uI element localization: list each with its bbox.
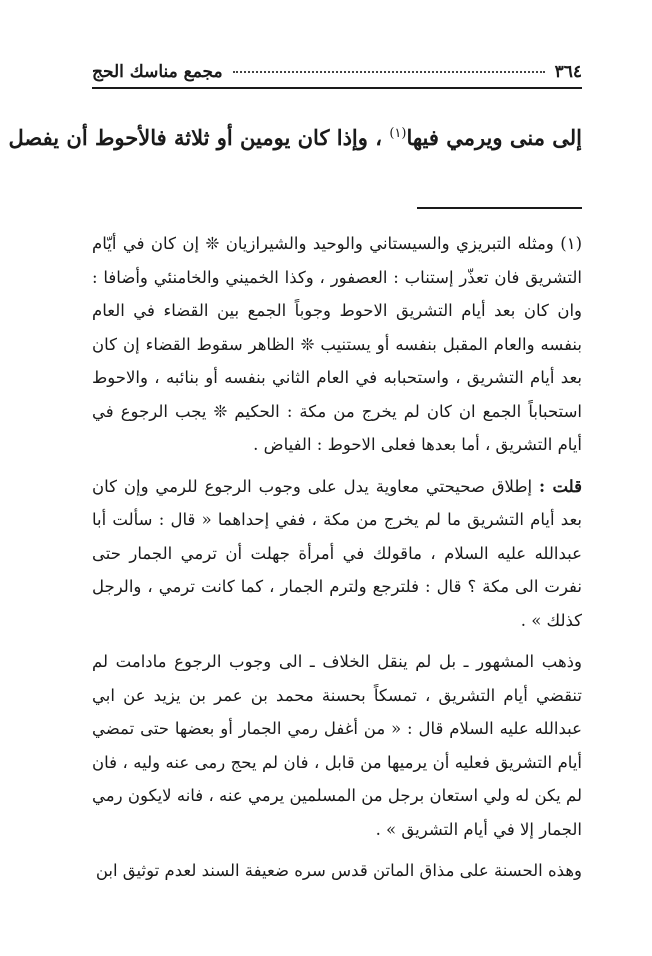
footnote-paragraph-2-text: إطلاق صحيحتي معاوية يدل على وجوب الرجوع للرمي وإن كان بعد أيام التشريق ما لم يخرج من مكة ، ففي إحداهما « قال : سألت أبا عبدالله عليه السلام ، ماقولك في أمرأة جهلت أن ترمي الجمار حتى نفرت الى مكة ؟ قال : فلترجع ولترم الجمار ، كما كانت ترمي ، والرجل كذلك » . [92, 476, 582, 630]
main-text-line [8, 112, 582, 160]
main-text-after: ، وإذا كان يومين أو ثلاثة فالأحوط أن يفصل [8, 125, 382, 150]
footnote-separator [417, 207, 582, 209]
header-dotted-leader [233, 71, 545, 73]
main-text-before: إلى منى ويرمي فيها [406, 125, 582, 150]
running-header [92, 57, 582, 89]
qultu-label: قلت : [538, 476, 582, 496]
footnote-paragraph-2 [92, 470, 582, 638]
footnote-paragraph-3: وذهب المشهور ـ بل لم ينقل الخلاف ـ الى وجوب الرجوع مادامت لم تنقضي أيام التشريق ، تمسكاً بحسنة محمد بن عمر بن يزيد عن ابي عبدالله عليه السلام قال : « من أغفل رمي الجمار أو بعضها حتى تمضي أيام التشريق فعليه أن يرميها من قابل ، فان لم يحج رمى عنه وليه ، فان لم يكن له ولي استعان برجل من المسلمين يرمي عنه ، فانه لايكون رمي الجمار إلا في أيام التشريق » . [92, 652, 582, 839]
page-number: ٣٦٤ [554, 62, 582, 82]
book-title: مجمع مناسك الحج [92, 62, 223, 82]
footnotes-section [92, 227, 582, 888]
footnote-paragraph-4: وهذه الحسنة على مذاق الماتن قدس سره ضعيفة السند لعدم توثيق ابن [95, 861, 582, 880]
footnote-marker[interactable]: (١) [389, 126, 407, 141]
footnote-paragraph-1: (١) ومثله التبريزي والسيستاني والوحيد والشيرازيان ❊ إن كان في أيّام التشريق فان تعذّر إستناب : العصفور ، وكذا الخميني والخامنئي وأضافا : وان كان بعد أيام التشريق الاحوط وجوباً الجمع بين القضاء في العام بنفسه والعام المقبل بنفسه أو يستنيب ❊ الظاهر سقوط القضاء إن كان بعد أيام التشريق ، واستحبابه في العام الثاني بنفسه أو بنائبه ، والاحوط استحباباً الجمع ان كان لم يخرج من مكة : الحكيم ❊ يجب الرجوع في أيام التشريق ، أما بعدها فعلى الاحوط : الفياض . [92, 234, 582, 454]
